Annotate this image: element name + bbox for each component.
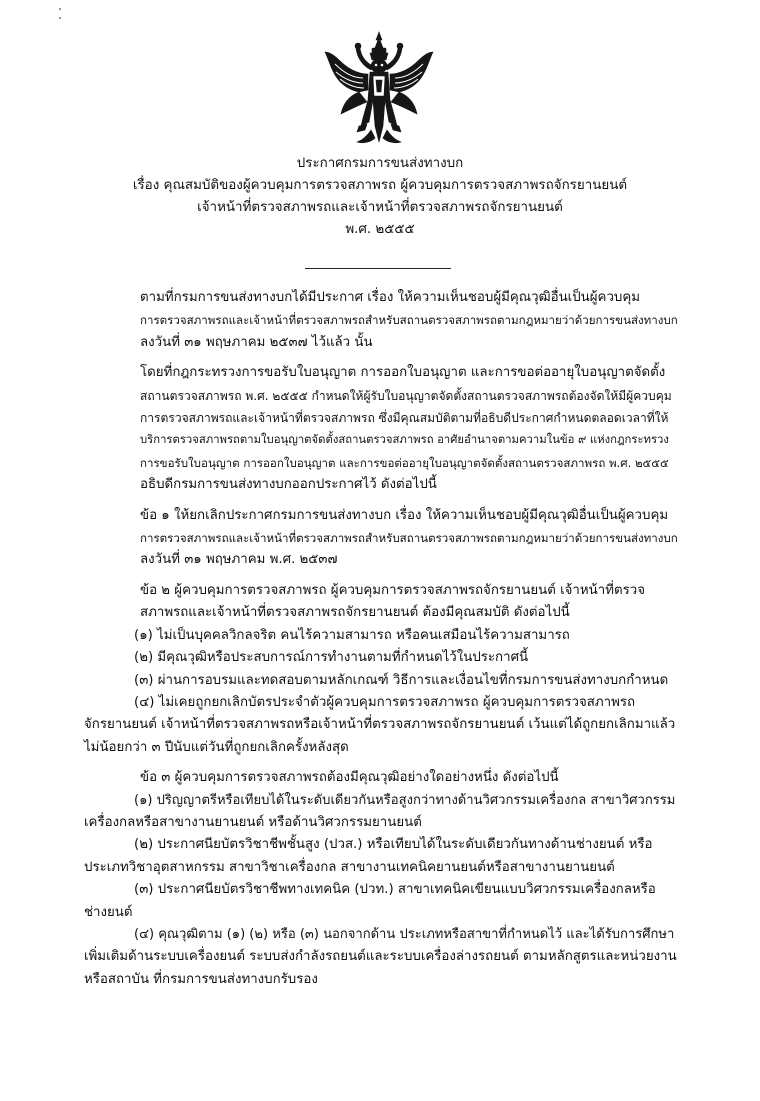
text-line: การตรวจสภาพรถและเจ้าหน้าที่ตรวจสภาพรถสำหรับสถานตรวจสภาพรถตามกฎหมายว่าด้วยการขนส่งทางบก [140,531,678,546]
clause-3-item-1 [84,790,678,835]
text-line: ลงวันที่ ๓๑ พฤษภาคม ๒๕๓๗ ไว้แล้ว นั้น [140,334,373,350]
text-line: (๔) คุณวุฒิตาม (๑) (๒) หรือ (๓) นอกจากด้าน ประเภทหรือสาขาที่กำหนดไว้ และได้รับการศึกษา [134,926,675,942]
clause-3 [84,767,678,789]
subject-line-2: เจ้าหน้าที่ตรวจสภาพรถและเจ้าหน้าที่ตรวจสภาพรถจักรยานยนต์ [197,200,563,215]
text-line: เพิ่มเติมด้านระบบเครื่องยนต์ ระบบส่งกำลังรถยนต์และระบบเครื่องล่างรถยนต์ ตามหลักสูตรและหน่วยงาน [84,949,677,965]
text-line: การขอรับใบอนุญาต การออกใบอนุญาต และการขอต่ออายุใบอนุญาตจัดตั้งสถานตรวจสภาพรถ พ.ศ. ๒๕๕๕ [140,455,669,470]
announcement-year: พ.ศ. ๒๕๕๕ [345,222,415,237]
text-line: สถานตรวจสภาพรถ พ.ศ. ๒๕๕๕ กำหนดให้ผู้รับใบอนุญาตจัดตั้งสถานตรวจสภาพรถต้องจัดให้มีผู้ควบคุม [140,388,672,403]
text-line: (๑) ไม่เป็นบุคคลวิกลจริต คนไร้ความสามารถ หรือคนเสมือนไร้ความสามารถ [134,627,570,643]
scan-speck [59,17,61,19]
text-line: การตรวจสภาพรถและเจ้าหน้าที่ตรวจสภาพรถ ซึ่งมีคุณสมบัติตามที่อธิบดีประกาศกำหนดตลอดเวลาที่ให้ [140,411,669,426]
text-line: การตรวจสภาพรถและเจ้าหน้าที่ตรวจสภาพรถสำหรับสถานตรวจสภาพรถตามกฎหมายว่าด้วยการขนส่งทางบก [140,313,678,328]
garuda-emblem-icon [323,30,435,148]
text-line: (๔) ไม่เคยถูกยกเลิกบัตรประจำตัวผู้ควบคุมการตรวจสภาพรถ ผู้ควบคุมการตรวจสภาพรถ [134,694,636,710]
text-line: (๑) ปริญญาตรีหรือเทียบได้ในระดับเดียวกันหรือสูงกว่าทางด้านวิศวกรรมเครื่องกล สาขาวิศวกรรม [134,792,676,808]
text-line: หรือสถาบัน ที่กรมการขนส่งทางบกรับรอง [84,971,318,987]
text-line: ไม่น้อยกว่า ๓ ปีนับแต่วันที่ถูกยกเลิกครั้งหลังสุด [84,739,349,755]
text-line: (๓) ผ่านการอบรมและทดสอบตามหลักเกณฑ์ วิธีการและเงื่อนไขที่กรมการขนส่งทางบกกำหนด [134,672,669,688]
text-line: (๒) มีคุณวุฒิหรือประสบการณ์การทำงานตามที่กำหนดไว้ในประกาศนี้ [134,650,529,666]
clause-2-item-1 [84,625,678,647]
text-line: จักรยานยนต์ เจ้าหน้าที่ตรวจสภาพรถหรือเจ้าหน้าที่ตรวจสภาพรถจักรยานยนต์ เว้นแต่ได้ถูกยกเลิกมาแล้ว [84,717,676,733]
clause-1 [84,505,678,572]
text-line: ข้อ ๑ ให้ยกเลิกประกาศกรมการขนส่งทางบก เรื่อง ให้ความเห็นชอบผู้มีคุณวุฒิอื่นเป็นผู้ควบคุม [140,507,669,523]
text-line: (๓) ประกาศนียบัตรวิชาชีพทางเทคนิค (ปวท.) สาขาเทคนิคเขียนแบบวิศวกรรมเครื่องกลหรือ [134,882,656,898]
clause-2-item-3 [84,670,678,692]
text-line: (๒) ประกาศนียบัตรวิชาชีพชั้นสูง (ปวส.) หรือเทียบได้ในระดับเดียวกันทางด้านช่างยนต์ หรือ [134,837,653,853]
text-line: ช่างยนต์ [84,904,133,920]
text-line: ประเภทวิชาอุตสาหกรรม สาขาวิชาเครื่องกล สาขางานเทคนิคยานยนต์หรือสาขางานยานยนต์ [84,859,615,875]
paragraph-legal-basis [84,362,678,496]
clause-3-item-2 [84,834,678,879]
subject-line-1: เรื่อง คุณสมบัติของผู้ควบคุมการตรวจสภาพรถ ผู้ควบคุมการตรวจสภาพรถจักรยานยนต์ [132,178,628,193]
clause-2-item-2 [84,647,678,669]
paragraph-preamble [84,287,678,354]
text-line: ตามที่กรมการขนส่งทางบกได้มีประกาศ เรื่อง ให้ความเห็นชอบผู้มีคุณวุฒิอื่นเป็นผู้ควบคุม [140,290,641,305]
text-line: อธิบดีกรมการขนส่งทางบกออกประกาศไว้ ดังต่อไปนี้ [140,477,437,493]
text-line: สภาพรถและเจ้าหน้าที่ตรวจสภาพรถจักรยานยนต์ ต้องมีคุณสมบัติ ดังต่อไปนี้ [140,605,570,621]
announcement-header [60,153,700,241]
text-line: บริการตรวจสภาพรถตามใบอนุญาตจัดตั้งสถานตรวจสภาพรถ อาศัยอำนาจตามความในข้อ ๙ แห่งกฎกระทรวง [140,433,669,447]
announcement-body [84,287,678,991]
scan-speck [59,8,61,10]
text-line: ลงวันที่ ๓๑ พฤษภาคม พ.ศ. ๒๕๓๗ [140,552,338,568]
header-divider [305,268,451,269]
text-line: ข้อ ๓ ผู้ควบคุมการตรวจสภาพรถต้องมีคุณวุฒิอย่างใดอย่างหนึ่ง ดังต่อไปนี้ [140,770,559,786]
clause-2-item-4 [84,692,678,759]
text-line: ข้อ ๒ ผู้ควบคุมการตรวจสภาพรถ ผู้ควบคุมการตรวจสภาพรถจักรยานยนต์ เจ้าหน้าที่ตรวจ [140,582,646,598]
text-line: เครื่องกลหรือสาขางานยานยนต์ หรือด้านวิศวกรรมยานยนต์ [84,814,422,830]
agency-title: ประกาศกรมการขนส่งทางบก [296,156,464,171]
text-line: โดยที่กฎกระทรวงการขอรับใบอนุญาต การออกใบอนุญาต และการขอต่ออายุใบอนุญาตจัดตั้ง [140,365,666,381]
clause-3-item-4 [84,924,678,991]
clause-2 [84,580,678,625]
clause-3-item-3 [84,879,678,924]
